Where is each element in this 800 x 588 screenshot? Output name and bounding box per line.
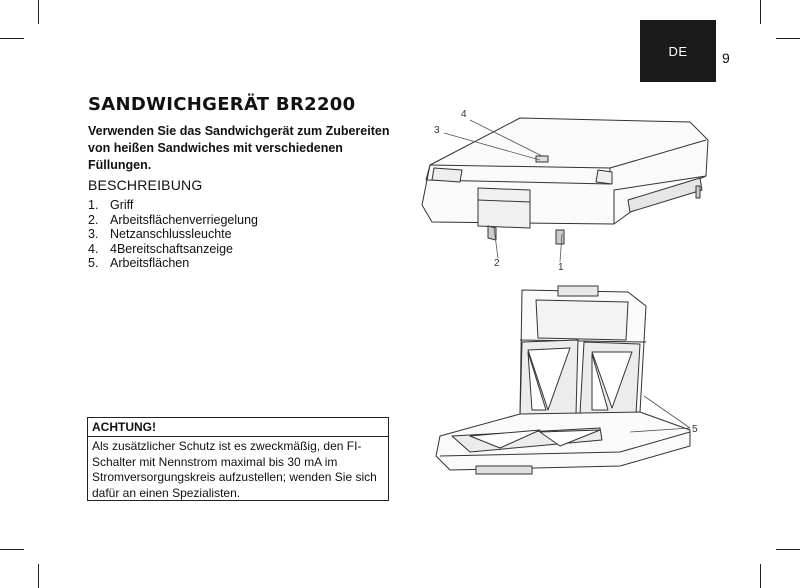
closed-appliance-drawing bbox=[422, 118, 708, 244]
list-item-label: Arbeitsflächenverriegelung bbox=[110, 212, 259, 227]
callout-label: 1 bbox=[558, 262, 564, 273]
page-number: 9 bbox=[722, 50, 730, 66]
callout-label: 5 bbox=[692, 424, 698, 435]
list-item-number: 5. bbox=[88, 256, 99, 271]
language-tab: DE bbox=[640, 20, 716, 82]
intro-text: Verwenden Sie das Sandwichgerät zum Zubereiten von heißen Sandwiches mit verschiedenen Füllungen. bbox=[88, 124, 390, 172]
callout-label: 2 bbox=[494, 258, 500, 269]
page-title: SANDWICHGERÄT BR2200 bbox=[88, 94, 356, 115]
list-item-label: Netzanschlussleuchte bbox=[110, 227, 232, 242]
open-appliance-drawing bbox=[436, 286, 690, 474]
warning-text: Als zusätzlicher Schutz ist es zweckmäßig, den FI-Schalter mit Nennstrom maximal bis 30 mA im Stromversorgungskreis aufzustellen; wenden Sie sich dafür an einen Spezialisten. bbox=[92, 439, 377, 500]
list-item-label: 4Bereitschaftsanzeige bbox=[110, 241, 233, 256]
list-item-label: Griff bbox=[110, 198, 134, 212]
description-heading: BESCHREIBUNG bbox=[88, 177, 203, 193]
callout-label: 4 bbox=[461, 109, 467, 120]
list-item-number: 1. bbox=[88, 198, 99, 212]
warning-title: ACHTUNG! bbox=[88, 418, 388, 437]
list-item-number: 4. bbox=[88, 241, 99, 256]
list-item-label: Arbeitsflächen bbox=[110, 256, 190, 271]
list-item-number: 2. bbox=[88, 212, 99, 227]
list-item-number: 3. bbox=[88, 227, 99, 242]
callout-label: 3 bbox=[434, 125, 440, 136]
